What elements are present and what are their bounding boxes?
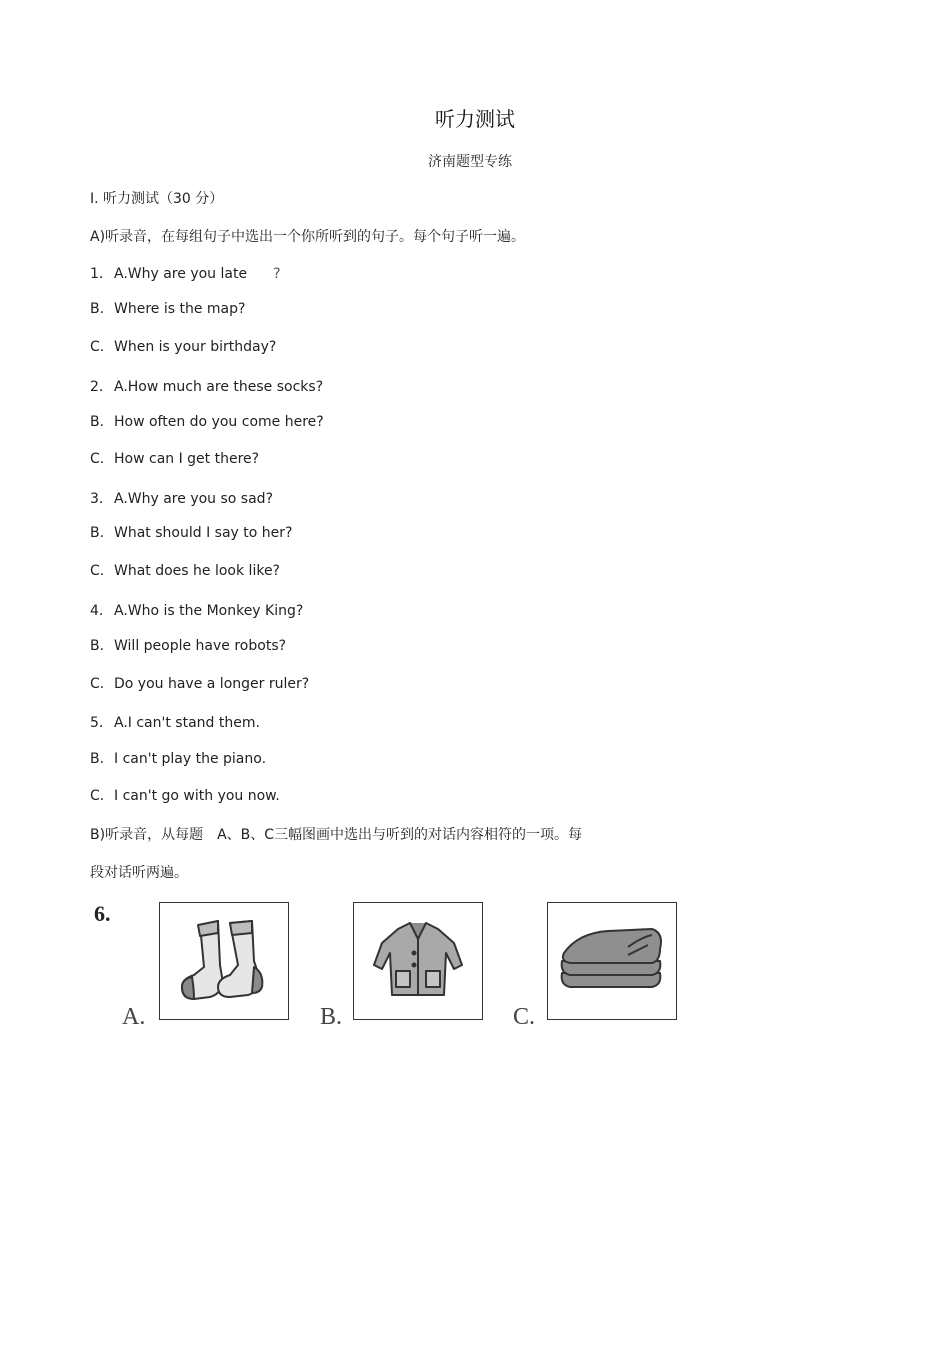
- question-number: 4．: [90, 603, 113, 619]
- option-b-picture: [353, 902, 483, 1020]
- question-5-option-b: B. I can't play the piano.: [90, 751, 267, 767]
- question-3-option-c: C. What does he look like?: [90, 563, 280, 579]
- question-3-option-b: B. What should I say to her?: [90, 525, 293, 541]
- question-1-option-b: B. Where is the map?: [90, 301, 246, 317]
- option-a-letter: A.: [122, 1004, 146, 1030]
- question-2-option-c: C. How can I get there?: [90, 451, 260, 467]
- part-a-instruction: A)听录音，在每组句子中选出一个你所听到的句子。每个句子听一遍。: [90, 229, 526, 245]
- question-5-option-c: C. I can't go with you now.: [90, 788, 280, 804]
- question-3-option-a: 3．A.Why are you so sad?: [90, 488, 273, 508]
- question-number: 3．: [90, 491, 113, 507]
- jacket-icon: [354, 903, 482, 1019]
- question-2-option-b: B. How often do you come here?: [90, 414, 324, 430]
- option-a-picture: [159, 902, 289, 1020]
- question-4-option-b: B. Will people have robots?: [90, 638, 287, 654]
- question-number: 2．: [90, 379, 113, 395]
- question-2-option-a: 2．A.How much are these socks?: [90, 376, 323, 396]
- option-c-letter: C.: [513, 1004, 536, 1030]
- question-5-option-a: 5．A.I can't stand them.: [90, 712, 260, 732]
- question-4-option-a: 4．A.Who is the Monkey King?: [90, 600, 303, 620]
- question-number: 5．: [90, 715, 113, 731]
- part-b-instruction: B)听录音，从每题 A、B、C三幅图画中选出与听到的对话内容相符的一项。每: [90, 827, 583, 843]
- part-b-instruction-cont: 段对话听两遍。: [90, 865, 188, 881]
- page-subtitle: 济南题型专练: [428, 154, 512, 170]
- page-title: 听力测试: [435, 107, 515, 131]
- question-1-option-c: C. When is your birthday?: [90, 339, 277, 355]
- socks-icon: [160, 903, 288, 1019]
- section-heading: Ⅰ. 听力测试（30 分）: [90, 191, 224, 207]
- question-4-option-c: C. Do you have a longer ruler?: [90, 676, 310, 692]
- question-1-option-a: 1．A.Why are you late ?: [90, 263, 281, 283]
- option-b-letter: B.: [320, 1004, 343, 1030]
- question-number: 1．: [90, 266, 113, 282]
- question-6-label: 6.: [94, 901, 111, 926]
- option-c-picture: [547, 902, 677, 1020]
- folded-sweater-icon: [548, 903, 676, 1019]
